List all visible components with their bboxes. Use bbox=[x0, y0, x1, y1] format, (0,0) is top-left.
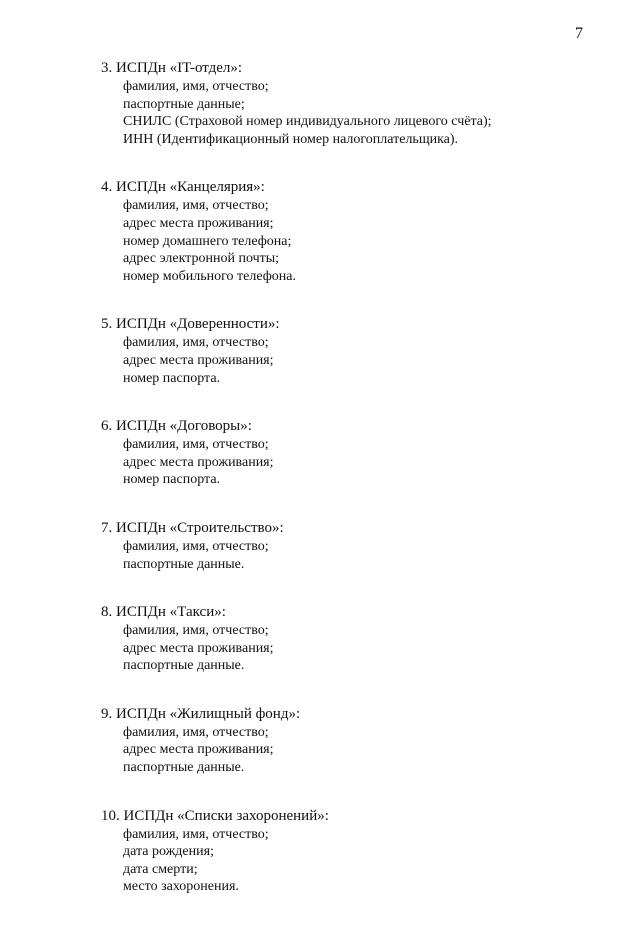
list-item: адрес места проживания; bbox=[123, 454, 274, 470]
section-contracts bbox=[101, 417, 621, 489]
section-title: 6. ИСПДн «Договоры»: bbox=[101, 418, 252, 435]
section-title: 5. ИСПДн «Доверенности»: bbox=[101, 316, 280, 333]
data-items-list bbox=[101, 78, 621, 148]
data-items-list bbox=[101, 334, 621, 387]
list-item: адрес места проживания; bbox=[123, 352, 274, 368]
list-item: адрес электронной почты; bbox=[123, 251, 280, 267]
section-burial-lists bbox=[101, 807, 621, 896]
section-housing-fund bbox=[101, 705, 621, 777]
list-item: фамилия, имя, отчество; bbox=[123, 437, 269, 453]
data-items-list bbox=[101, 538, 621, 573]
list-item: номер паспорта. bbox=[123, 472, 221, 488]
data-items-list bbox=[101, 622, 621, 675]
data-items-list bbox=[101, 826, 621, 896]
list-item: фамилия, имя, отчество; bbox=[123, 826, 269, 842]
list-item: фамилия, имя, отчество; bbox=[123, 623, 269, 639]
list-item: фамилия, имя, отчество; bbox=[123, 538, 269, 554]
list-item: фамилия, имя, отчество; bbox=[123, 335, 269, 351]
list-item: дата смерти; bbox=[123, 861, 198, 877]
section-it-department bbox=[101, 59, 621, 148]
section-title: 7. ИСПДн «Строительство»: bbox=[101, 519, 284, 536]
list-item: номер паспорта. bbox=[123, 370, 221, 386]
list-item: ИНН (Идентификационный номер налогоплательщика). bbox=[123, 131, 459, 147]
section-construction bbox=[101, 519, 621, 573]
list-item: паспортные данные. bbox=[123, 658, 245, 674]
list-item: фамилия, имя, отчество; bbox=[123, 79, 269, 94]
list-item: номер домашнего телефона; bbox=[123, 233, 292, 249]
section-chancellery bbox=[101, 178, 621, 285]
list-item: адрес места проживания; bbox=[123, 215, 274, 231]
list-item: паспортные данные. bbox=[123, 556, 245, 572]
data-items-list bbox=[101, 197, 621, 285]
list-item: СНИЛС (Страховой номер индивидуального лицевого счёта); bbox=[123, 114, 492, 130]
section-title: 3. ИСПДн «IT-отдел»: bbox=[101, 60, 243, 76]
page-number: 7 bbox=[575, 25, 583, 42]
document-body bbox=[101, 59, 621, 926]
list-item: адрес места проживания; bbox=[123, 742, 274, 758]
section-taxi bbox=[101, 603, 621, 675]
section-title: 9. ИСПДн «Жилищный фонд»: bbox=[101, 705, 301, 722]
section-powers-of-attorney bbox=[101, 315, 621, 387]
list-item: паспортные данные; bbox=[123, 96, 245, 112]
data-items-list bbox=[101, 436, 621, 489]
section-title: 10. ИСПДн «Списки захоронений»: bbox=[101, 807, 329, 824]
data-items-list bbox=[101, 724, 621, 777]
list-item: адрес места проживания; bbox=[123, 640, 274, 656]
section-title: 8. ИСПДн «Такси»: bbox=[101, 604, 226, 621]
list-item: место захоронения. bbox=[123, 879, 239, 895]
list-item: фамилия, имя, отчество; bbox=[123, 198, 269, 214]
list-item: фамилия, имя, отчество; bbox=[123, 724, 269, 740]
list-item: паспортные данные. bbox=[123, 760, 245, 776]
section-title: 4. ИСПДн «Канцелярия»: bbox=[101, 179, 265, 196]
list-item: номер мобильного телефона. bbox=[123, 268, 297, 284]
list-item: дата рождения; bbox=[123, 844, 214, 860]
